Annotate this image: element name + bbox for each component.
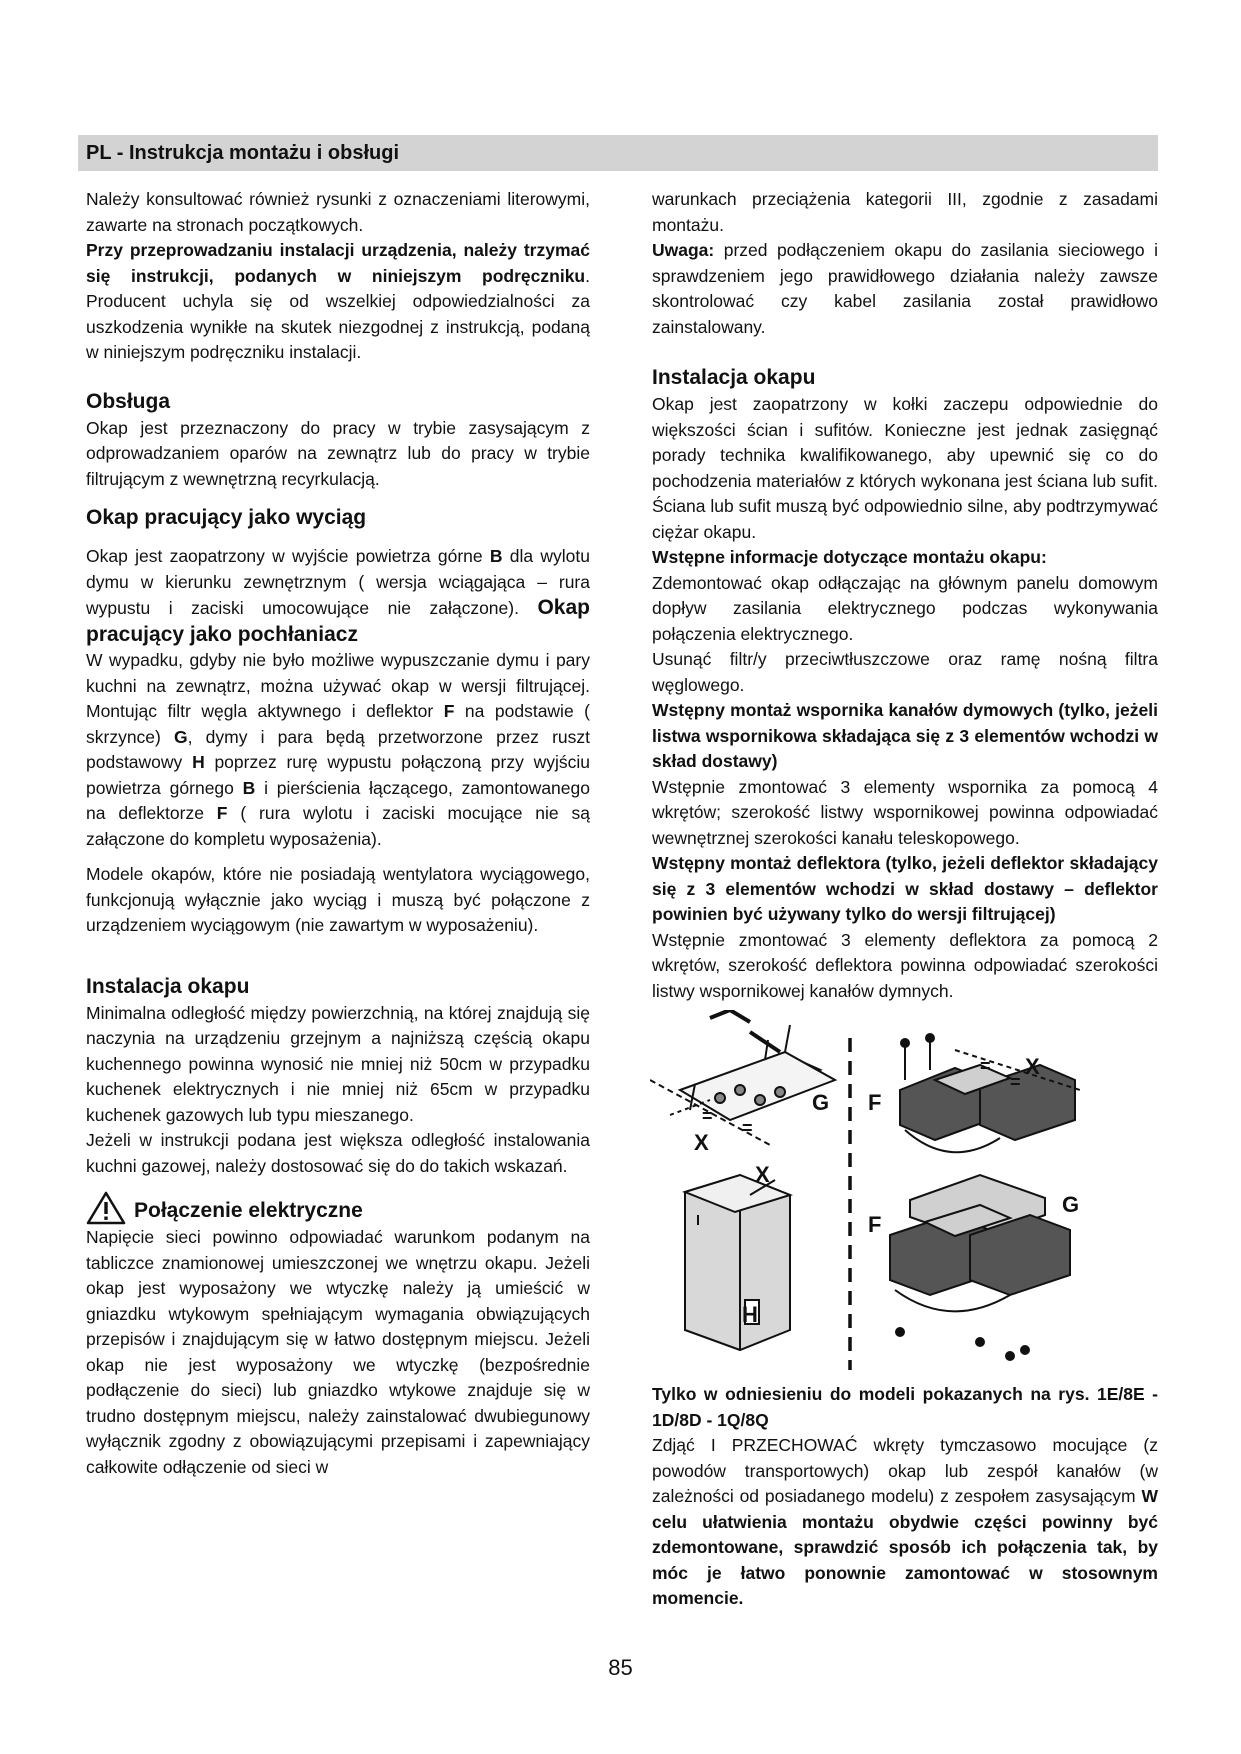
- label-x-chimney: X: [755, 1162, 770, 1187]
- polaczenie-text: Napięcie sieci powinno odpowiadać warunkom podanym na tabliczce znamionowej umieszczonej we wnętrzu okapu. Jeżeli okap jest wyposażony we wtyczkę należy ją umieścić w gniazdku wtykowym spełniającym wymagania obwiązujących przepisów i znajdującym się w łatwo dostępnym miejscu. Jeżeli okap nie jest wyposażony we wtyczkę (bezpośrednie podłączenie do sieci) lub gniazdko wtykowe znajduje się w trudno dostępnym miejscu, należy zainstalować dwubiegunowy wyłącznik zgodny z obowiązującymi przepisami i zapewniający całkowite odłączenie od sieci w: [86, 1227, 590, 1477]
- uwaga-paragraph: Uwaga: przed podłączeniem okapu do zasilania sieciowego i sprawdzeniem jego prawidłowego działania należy zawsze skontrolować czy kabel zasilania został prawidłowo zainstalowany.: [652, 240, 1158, 337]
- wstepne-text-1: Zdemontować okap odłączając na głównym panelu domowym dopływ zasilania elektrycznego podczas wykonywania połączenia elektrycznego.: [652, 572, 1158, 644]
- page-title: PL - Instrukcja montażu i obsługi: [86, 142, 399, 164]
- section-heading-pochlaniacz: Okap pracujący jako pochłaniacz: [86, 596, 590, 646]
- obsluga-text: Okap jest przeznaczony do pracy w trybie zasysającym z odprowadzaniem oparów na zewnątrz lub do pracy w trybie filtrującym z wewnętrzną recyrkulacją.: [86, 417, 590, 489]
- instalacja-text-2: Jeżeli w instrukcji podana jest większa odległość instalowania kuchni gazowej, należy dostosować się do do takich wskazań.: [86, 1130, 590, 1176]
- section-heading-obsluga: Obsługa: [86, 389, 171, 413]
- pochlaniacz-text: W wypadku, gdyby nie było możliwe wypuszczanie dymu i pary kuchni na zewnątrz, można używać okap w wersji filtrującej. Montując filtr węgla aktywnego i deflektor F na podstawie ( skrzynce) G, dymy i para będą przetworzone przez ruszt podstawowy H poprzez rurę wypustu połączoną przy wyjściu powietrza górnego B i pierścienia łączącego, zamontowanego na deflektorze F ( rura wylotu i zaciski mocujące nie są załączone do kompletu wyposażenia).: [86, 650, 591, 849]
- modele-text: Modele okapów, które nie posiadają wentylatora wyciągowego, funkcjonują wyłącznie jako wyciąg i muszą być połączone z urządzeniem wyciągowym (nie zawartym w wyposażeniu).: [86, 864, 590, 935]
- polaczenie-heading-row: [86, 1191, 590, 1225]
- label-f-bottom: F: [868, 1212, 882, 1237]
- section-heading-wyciag: Okap pracujący jako wyciąg: [86, 506, 367, 529]
- deflector-assembly: [900, 1034, 1080, 1152]
- label-f-top: F: [868, 1090, 882, 1115]
- section-heading-instalacja-right: Instalacja okapu: [652, 366, 816, 389]
- warning-icon: [86, 1191, 126, 1225]
- right-column-bottom: [652, 1382, 1158, 1612]
- instalacja-right-text: Okap jest zaopatrzony w kołki zaczepu odpowiednie do większości ścian i sufitów. Konieczne jest jednak zasięgnąć porady technika kwalifikowanego, aby upewnić się co do pochodzenia materiałów z których wykonana jest ściana lub sufit. Ściana lub sufit muszą być odpowiednio silne, aby podtrzymywać ciężar okapu.: [652, 394, 1158, 542]
- label-x-top-right: X: [1025, 1054, 1040, 1079]
- deflektor-text: Wstępnie zmontować 3 elementy deflektora za pomocą 2 wkrętów, szerokość deflektora powinna odpowiadać szerokości listwy wspornikowej kanałów dymnych.: [652, 929, 1158, 1001]
- instalacja-text-1: Minimalna odległość między powierzchnią, na której znajdują się naczynia na urządzeniu grzejnym a najniższą częścią okapu kuchennego powinna wynosić nie mniej niż 50cm w przypadku kuchenek elektrycznych i nie mniej niż 65cm w przypadku kuchenek gazowych lub typu mieszanego.: [86, 1002, 590, 1125]
- deflektor-heading: Wstępny montaż deflektora (tylko, jeżeli deflektor składający się z 3 elementów wchodzi w skład dostawy – deflektor powinien być używany tylko do wersji filtrującej): [652, 853, 1158, 924]
- label-eq-1: =: [702, 1106, 713, 1126]
- label-eq-4: =: [1010, 1072, 1021, 1092]
- label-x-top-left: X: [694, 1130, 709, 1155]
- wstepne-text-2: Usunąć filtr/y przeciwtłuszczowe oraz ramę nośną filtra węglowego.: [652, 649, 1158, 695]
- section-heading-polaczenie: Połączenie elektryczne: [134, 1199, 363, 1222]
- continued-text: warunkach przeciążenia kategorii III, zgodnie z zasadami montażu.: [652, 189, 1158, 235]
- label-g-top: G: [812, 1090, 830, 1115]
- left-column: [86, 187, 590, 1480]
- wstepne-heading: Wstępne informacje dotyczące montażu okapu:: [652, 547, 1047, 567]
- wyciag-text: Okap jest zaopatrzony w wyjście powietrza górne B dla wylotu dymu w kierunku zewnętrznym ( wersja wciągająca – rura wypustu i zaciski umocowujące nie załączone). Okap pracujący jako pochłaniacz: [86, 546, 591, 646]
- tylko-heading: Tylko w odniesieniu do modeli pokazanych na rys. 1E/8E - 1D/8D - 1Q/8Q: [652, 1384, 1158, 1430]
- chimney-duct: [685, 1175, 790, 1350]
- section-heading-instalacja-left: Instalacja okapu: [86, 974, 250, 998]
- page-number: 85: [608, 1655, 633, 1680]
- label-eq-3: =: [980, 1056, 991, 1076]
- label-eq-2: =: [742, 1118, 753, 1138]
- intro-paragraph: Należy konsultować również rysunki z oznaczeniami literowymi, zawarte na stronach początkowych. Przy przeprowadzaniu instalacji urządzenia, należy trzymać się instrukcji, podanych w niniejszym podręczniku. Producent uchyla się od wszelkiej odpowiedzialności za uszkodzenia wynikłe na skutek niezgodnej z instrukcją, podaną w niniejszym podręczniku instalacji.: [86, 189, 590, 362]
- deflector-base-assembly: [890, 1175, 1070, 1360]
- wspornik-text: Wstępnie zmontować 3 elementy wspornika za pomocą 4 wkrętów; szerokość listwy wspornikowej powinna odpowiadać wewnętrznej szerokości kanału teleskopowego.: [652, 776, 1158, 848]
- wspornik-heading: Wstępny montaż wspornika kanałów dymowych (tylko, jeżeli listwa wspornikowa składająca się z 3 elementów wchodzi w skład dostawy): [652, 700, 1158, 771]
- right-column: [652, 187, 1158, 1004]
- label-g-bottom: G: [1062, 1192, 1080, 1217]
- tylko-text: Zdjąć I PRZECHOWAĆ wkręty tymczasowo mocujące (z powodów transportowych) okap lub zespół kanałów (w zależności od posiadanego modelu) z zespołem zasysającym W celu ułatwienia montażu obydwie części powinny być zdemontowane, sprawdzić sposób ich połączenia tak, by móc je łatwo ponownie zamontować w stosownym momencie.: [652, 1435, 1158, 1608]
- assembly-diagram: [650, 1010, 1155, 1370]
- label-h: H: [742, 1302, 758, 1327]
